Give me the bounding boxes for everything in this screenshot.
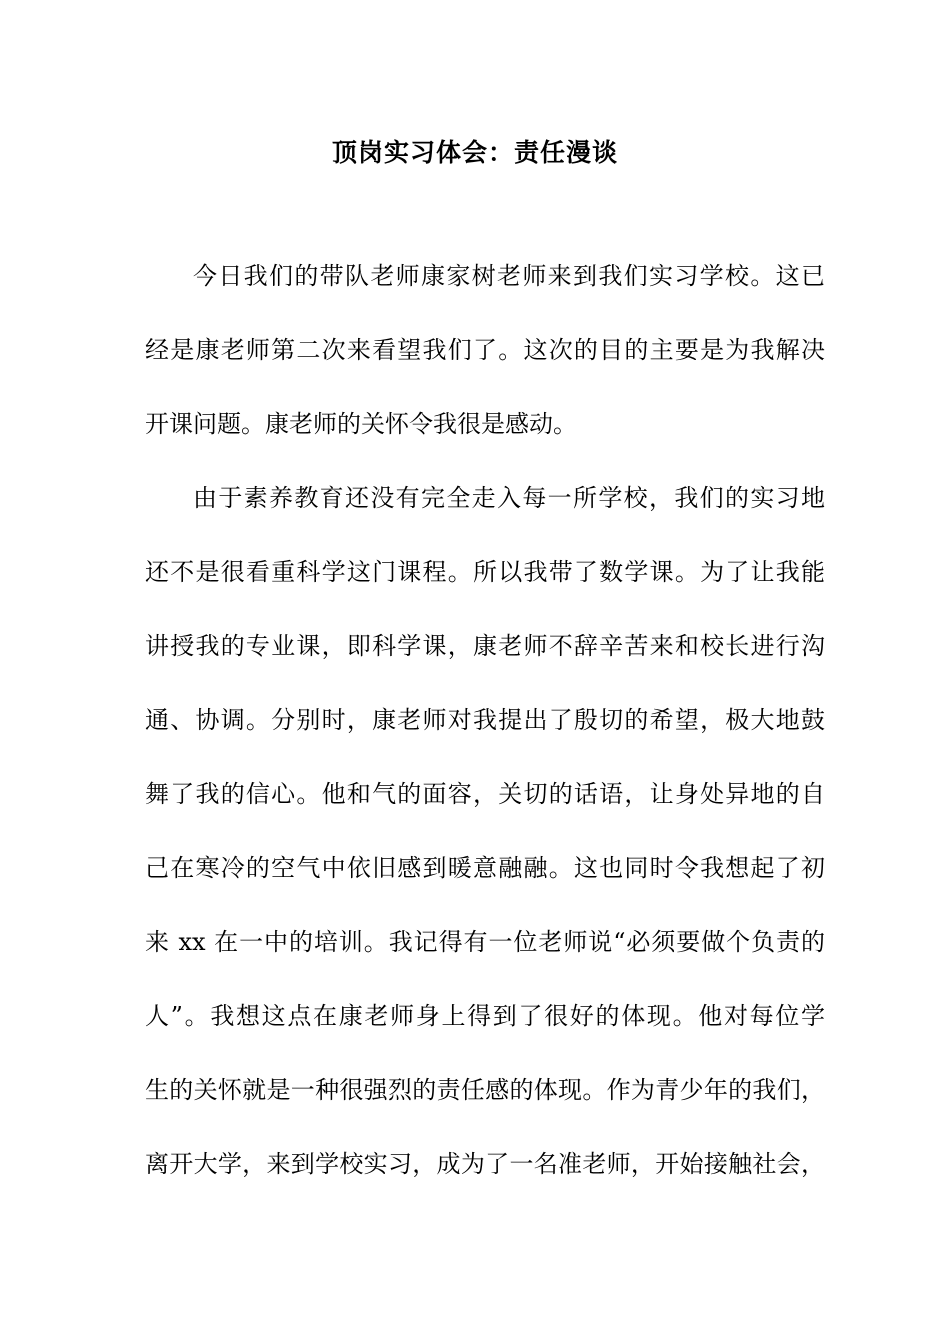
paragraph-line: 通、协调。分别时，康老师对我提出了殷切的希望，极大地鼓 <box>145 706 825 734</box>
document-title: 顶岗实习体会：责任漫谈 <box>331 138 618 167</box>
paragraph-line: 经是康老师第二次来看望我们了。这次的目的主要是为我解决 <box>145 336 825 364</box>
paragraph-line: 由于素养教育还没有完全走入每一所学校，我们的实习地 <box>193 484 825 512</box>
paragraph-line: 舞了我的信心。他和气的面容，关切的话语，让身处异地的自 <box>145 780 825 808</box>
paragraph-line: 开课问题。康老师的关怀令我很是感动。 <box>145 410 577 438</box>
paragraph-line: 生的关怀就是一种很强烈的责任感的体现。作为青少年的我们， <box>145 1076 825 1104</box>
paragraph-line: 来 xx 在一中的培训。我记得有一位老师说“必须要做个负责的 <box>145 928 825 956</box>
paragraph-line: 讲授我的专业课，即科学课，康老师不辞辛苦来和校长进行沟 <box>145 632 825 660</box>
paragraph-line: 离开大学，来到学校实习，成为了一名准老师，开始接触社会， <box>145 1150 825 1178</box>
paragraph-line: 己在寒冷的空气中依旧感到暖意融融。这也同时令我想起了初 <box>145 854 825 882</box>
paragraph-line: 还不是很看重科学这门课程。所以我带了数学课。为了让我能 <box>145 558 825 586</box>
paragraph-line: 人”。我想这点在康老师身上得到了很好的体现。他对每位学 <box>145 1002 825 1030</box>
paragraph-line: 今日我们的带队老师康家树老师来到我们实习学校。这已 <box>193 262 825 290</box>
